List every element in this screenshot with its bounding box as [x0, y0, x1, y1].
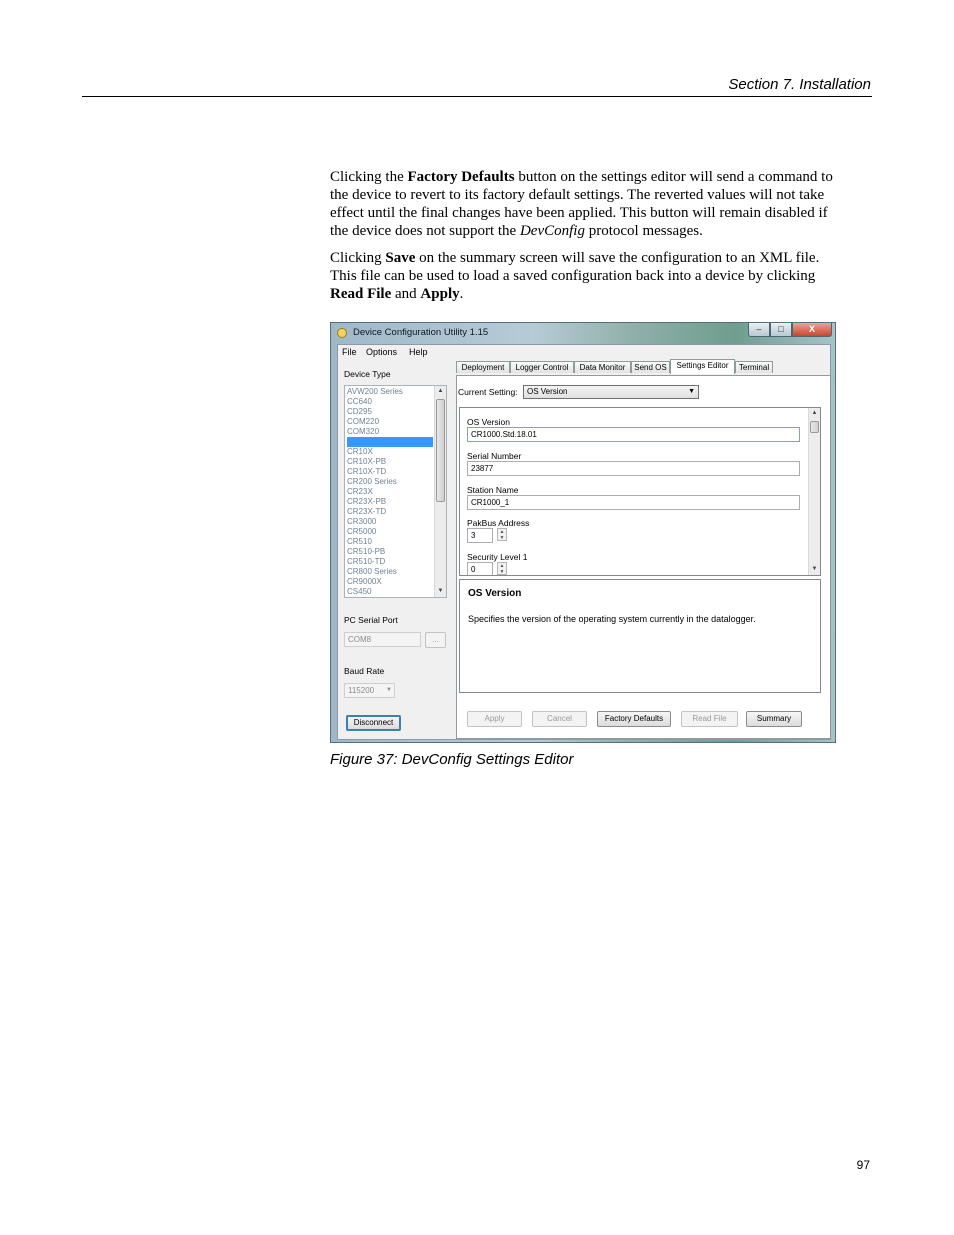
baud-rate-select[interactable]: [344, 683, 395, 698]
cancel-button[interactable]: Cancel: [532, 711, 587, 727]
security-level-spinner[interactable]: ▲ ▼: [497, 562, 507, 575]
security-level-label: Security Level 1: [467, 552, 528, 562]
device-list-item[interactable]: CR510: [347, 537, 372, 546]
disconnect-button[interactable]: Disconnect: [346, 715, 401, 731]
security-level-field[interactable]: 0: [467, 562, 493, 576]
description-title: OS Version: [468, 588, 522, 599]
minimize-button[interactable]: –: [748, 323, 770, 337]
scroll-down-icon[interactable]: ▼: [811, 566, 818, 572]
scroll-down-icon[interactable]: ▼: [437, 588, 444, 594]
device-list-item[interactable]: CR200 Series: [347, 477, 397, 486]
menu-bar: [338, 345, 830, 359]
device-list-item[interactable]: CR5000: [347, 527, 377, 536]
current-setting-label: Current Setting:: [458, 387, 518, 397]
device-list-item[interactable]: CR510-PB: [347, 547, 386, 556]
station-name-field[interactable]: CR1000_1: [467, 495, 800, 510]
close-button[interactable]: X: [792, 323, 832, 337]
tab-deployment[interactable]: Deployment: [456, 361, 510, 373]
device-list-item[interactable]: CR23X-PB: [347, 497, 387, 506]
device-list-item[interactable]: AVW200 Series: [347, 387, 403, 396]
description-text: Specifies the version of the operating system currently in the datalogger.: [468, 614, 756, 624]
window-title: Device Configuration Utility 1.15: [353, 327, 489, 338]
current-setting-value: OS Version: [527, 387, 568, 396]
figure-caption: Figure 37: DevConfig Settings Editor: [330, 751, 574, 768]
pakbus-address-spinner[interactable]: ▲ ▼: [497, 528, 507, 541]
device-list-item[interactable]: CR23X-TD: [347, 507, 387, 516]
current-setting-select[interactable]: [523, 385, 699, 399]
scroll-thumb[interactable]: [810, 421, 819, 433]
read-file-button[interactable]: Read File: [681, 711, 738, 727]
device-type-list[interactable]: [344, 385, 447, 598]
baud-rate-label: Baud Rate: [344, 666, 385, 676]
browse-port-button[interactable]: ...: [425, 632, 446, 648]
window-controls: [748, 323, 832, 337]
window-client: [337, 344, 831, 740]
pc-serial-port-field[interactable]: COM8: [344, 632, 421, 647]
apply-button[interactable]: Apply: [467, 711, 522, 727]
tab-logger-control[interactable]: Logger Control: [510, 361, 574, 373]
station-name-label: Station Name: [467, 485, 519, 495]
tab-data-monitor[interactable]: Data Monitor: [574, 361, 631, 373]
page-number: 97: [856, 1158, 870, 1172]
tab-send-os[interactable]: Send OS: [631, 361, 670, 373]
device-type-label: Device Type: [344, 369, 391, 379]
paragraph-save: Clicking Save on the summary screen will save the configuration to an XML file. This file can be used to load a saved configuration back into a device by clicking Read File and Apply.: [330, 250, 820, 302]
scroll-up-icon[interactable]: ▲: [811, 410, 818, 416]
settings-list: [459, 407, 821, 576]
device-list-item[interactable]: CC640: [347, 397, 372, 406]
device-list-scrollbar[interactable]: [434, 386, 446, 597]
device-list-item[interactable]: COM320: [347, 427, 380, 436]
os-version-field[interactable]: CR1000.Std.18.01: [467, 427, 800, 442]
settings-editor-panel: [456, 375, 831, 739]
device-list-item[interactable]: CR1000: [347, 437, 433, 447]
device-list-item[interactable]: CR510-TD: [347, 557, 386, 566]
os-version-label: OS Version: [467, 417, 510, 427]
paragraph-factory-defaults: Clicking the Factory Defaults button on the settings editor will send a command to the device to revert to its factory default settings. The reverted values will not take effect until the final changes have been applied. This button will remain disabled if the device does not support the DevConfig protocol messages.: [330, 169, 833, 239]
device-list-item[interactable]: CS450: [347, 587, 372, 596]
settings-scrollbar[interactable]: [808, 408, 820, 575]
scroll-up-icon[interactable]: ▲: [437, 388, 444, 394]
device-list-item[interactable]: CR10X-TD: [347, 467, 387, 476]
section-header: Section 7. Installation: [728, 76, 871, 93]
device-list-item[interactable]: CR10X: [347, 447, 373, 456]
summary-button[interactable]: Summary: [746, 711, 802, 727]
baud-rate-value: 115200: [348, 686, 375, 695]
device-list-item[interactable]: CR800 Series: [347, 567, 397, 576]
pc-serial-port-label: PC Serial Port: [344, 615, 398, 625]
tab-settings-editor[interactable]: Settings Editor: [670, 359, 735, 374]
chevron-down-icon: ▼: [386, 687, 392, 693]
menu-options[interactable]: Options: [366, 347, 398, 357]
device-list-item[interactable]: CR3000: [347, 517, 377, 526]
devconfig-window: [330, 322, 836, 743]
scroll-thumb[interactable]: [436, 399, 445, 502]
app-icon: [337, 328, 347, 338]
device-list-item[interactable]: CR23X: [347, 487, 373, 496]
pakbus-address-field[interactable]: 3: [467, 528, 493, 543]
device-list-item[interactable]: CD295: [347, 407, 372, 416]
header-rule: [82, 96, 872, 97]
pakbus-address-label: PakBus Address: [467, 518, 530, 528]
device-list-item[interactable]: COM220: [347, 417, 380, 426]
device-list-item[interactable]: CR10X-PB: [347, 457, 387, 466]
serial-number-field[interactable]: 23877: [467, 461, 800, 476]
menu-help[interactable]: Help: [409, 347, 428, 357]
title-bar[interactable]: [331, 323, 835, 343]
serial-number-label: Serial Number: [467, 451, 522, 461]
factory-defaults-button[interactable]: Factory Defaults: [597, 711, 671, 727]
menu-file[interactable]: File: [342, 347, 357, 357]
chevron-down-icon: ▼: [688, 388, 695, 395]
maximize-button[interactable]: □: [770, 323, 792, 337]
setting-description-panel: [459, 579, 821, 693]
device-list-item[interactable]: CR9000X: [347, 577, 382, 586]
tab-terminal[interactable]: Terminal: [735, 361, 773, 373]
